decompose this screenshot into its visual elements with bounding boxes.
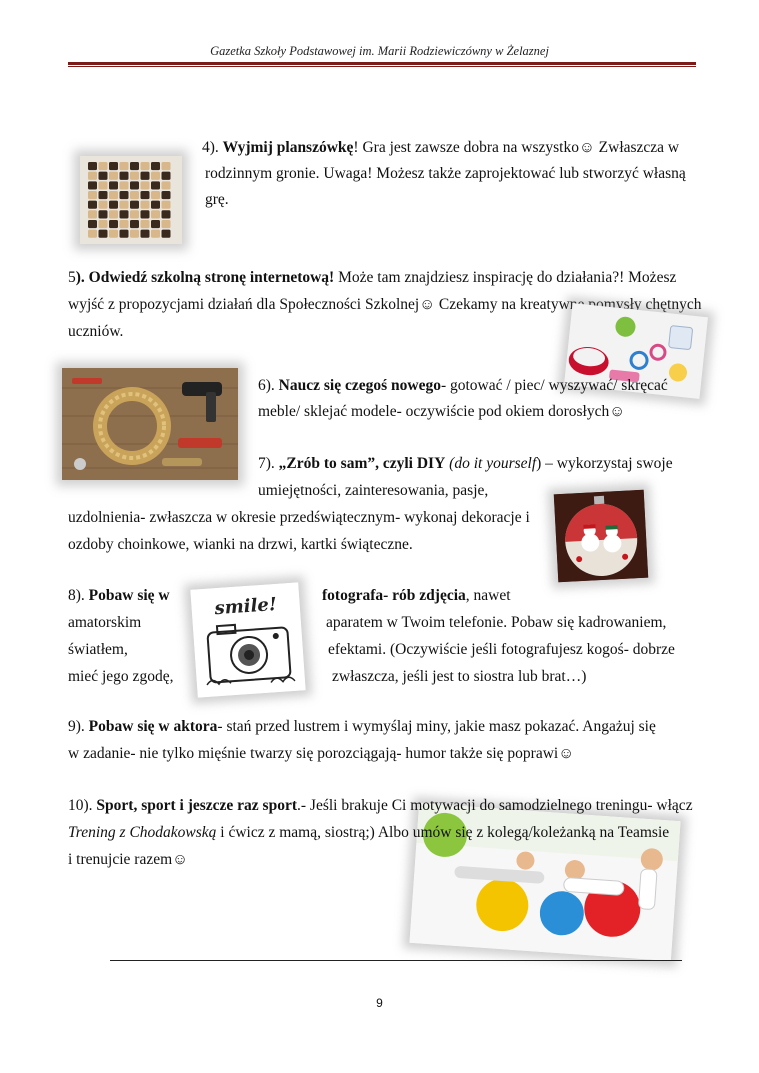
smile-text: smile! bbox=[213, 593, 278, 620]
item8-right-line3: efektami. (Oczywiście jeśli fotografujesz kogoś- dobrze bbox=[328, 641, 675, 658]
page-number: 9 bbox=[376, 996, 383, 1010]
item6-line1: 6). Naucz się czegoś nowego- gotować / piec/ wyszywać/ skręcać bbox=[258, 377, 668, 394]
christmas-bauble-image bbox=[554, 490, 648, 583]
item8-left-line4: mieć jego zgodę, bbox=[68, 668, 174, 685]
item6-line2: meble/ sklejać modele- oczywiście pod okiem dorosłych☺ bbox=[258, 403, 626, 420]
item7-line3: uzdolnienia- zwłaszcza w okresie przedświątecznym- wykonaj dekoracje i bbox=[68, 509, 530, 526]
item5-line1: 5). Odwiedź szkolną stronę internetową! Może tam znajdziesz inspirację do działania?! Możesz bbox=[68, 269, 677, 286]
item7-line4: ozdoby choinkowe, wianki na drzwi, kartki świąteczne. bbox=[68, 536, 413, 553]
item7-line1: 7). „Zrób to sam”, czyli DIY (do it yourself) – wykorzystaj swoje bbox=[258, 455, 673, 472]
item8-right-line2: aparatem w Twoim telefonie. Pobaw się kadrowaniem, bbox=[326, 614, 667, 631]
item8-left-line1: 8). Pobaw się w bbox=[68, 587, 170, 604]
item4-line1: 4). Wyjmij planszówkę! Gra jest zawsze dobra na wszystko☺ Zwłaszcza w bbox=[202, 139, 680, 156]
item8-left-line3: światłem, bbox=[68, 641, 128, 658]
item9-line1: 9). Pobaw się w aktora- stań przed lustrem i wymyślaj miny, jakie masz pokazać. Angażuj się bbox=[68, 718, 656, 735]
item5-line2: wyjść z propozycjami działań dla Społeczności Szkolnej☺ Czekamy na kreatywne pomysły chętnych bbox=[68, 296, 702, 313]
item8-right-line1: fotografa- rób zdjęcia, nawet bbox=[322, 587, 511, 604]
item9-line2: w zadanie- nie tylko mięśnie twarzy się porozciągają- humor także się poprawi☺ bbox=[68, 745, 575, 762]
header-rule bbox=[68, 62, 696, 65]
footer-rule bbox=[110, 960, 682, 961]
smile-camera-image bbox=[190, 582, 305, 697]
item8-left-line2: amatorskim bbox=[68, 614, 142, 631]
item10-line3: i trenujcie razem☺ bbox=[68, 851, 188, 868]
item4-line2: rodzinnym gronie. Uwaga! Możesz także zaprojektować lub stworzyć własną bbox=[205, 165, 686, 182]
checkers-board-image bbox=[80, 156, 182, 244]
header-rule-thin bbox=[68, 66, 696, 67]
item10-line2: Trening z Chodakowską i ćwicz z mamą, siostrą;) Albo umów się z kolegą/koleżanką na Teamsie bbox=[68, 824, 670, 841]
newsletter-header: Gazetka Szkoły Podstawowej im. Marii Rodziewiczówny w Żelaznej bbox=[210, 44, 549, 58]
item10-line1: 10). Sport, sport i jeszcze raz sport.- Jeśli brakuje Ci motywacji do samodzielnego treningu- włącz bbox=[68, 797, 693, 814]
item5-line3: uczniów. bbox=[68, 323, 124, 340]
diy-tools-wreath-image bbox=[62, 368, 238, 480]
item4-line3: grę. bbox=[205, 191, 229, 208]
item7-line2: umiejętności, zainteresowania, pasje, bbox=[258, 482, 489, 499]
item8-right-line4: zwłaszcza, jeśli jest to siostra lub brat…) bbox=[332, 668, 587, 685]
